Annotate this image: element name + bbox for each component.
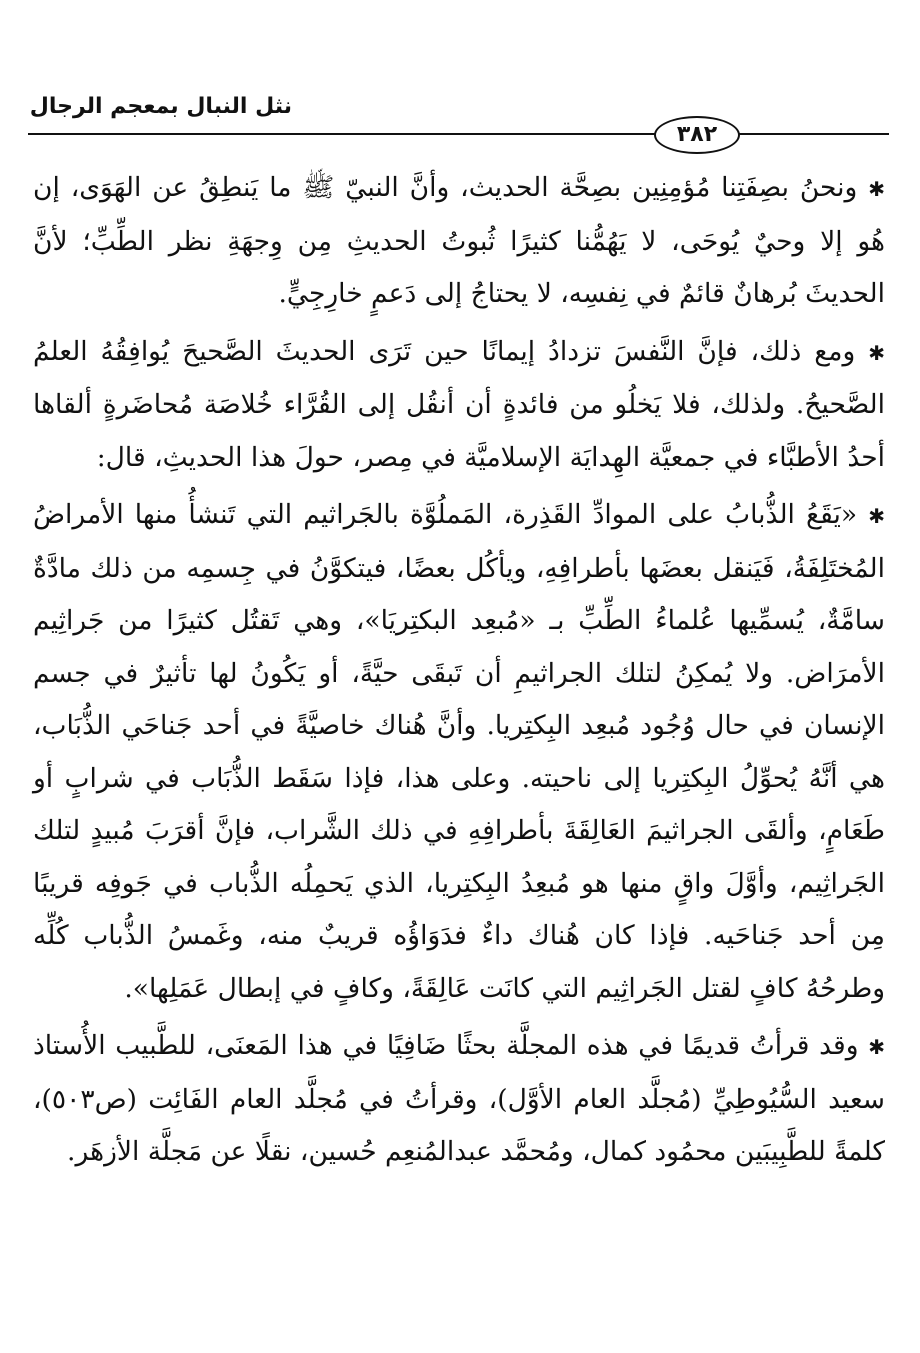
paragraph-1 <box>33 162 885 321</box>
body-text <box>33 162 885 1179</box>
asterisk-bullet-icon: ✱ <box>868 1035 885 1059</box>
asterisk-bullet-icon: ✱ <box>868 504 885 528</box>
paragraph-text: ونحنُ بصِفَتِنا مُؤمِنِين بصِحَّة الحديث، وأنَّ النبيّ ﷺ ما يَنطِقُ عن الهَوَى، إن هُو إلا وحيٌ يُوحَى، لا يَهُمُّنا كثيرًا ثُبوتُ الحديثِ مِن وِجهَةِ نظر الطِّبِّ؛ لأنَّ الحديثَ بُرهانٌ قائمٌ في نِفسِه، لا يحتاجُ إلى دَعمٍ خارِجِيٍّ. <box>33 172 885 309</box>
paragraph-text: «يَقَعُ الذُّبابُ على الموادِّ القَذِرة، المَملُوَّة بالجَراثيم التي تَنشأُ منها الأمراضُ المُختَلِفَةُ، فَيَنقل بعضَها بأطرافِهِ، ويأكُل بعضًا، فيتكوَّنُ في جِسمِه من ذلك مادَّةٌ سامَّةٌ، يُسمِّيها عُلماءُ الطِّبِّ بـ «مُبعِد البكتِريَا»، وهي تَقتُل كثيرًا من جَراثِيم الأمرَاض. ولا يُمكِنُ لتلك الجراثيمِ أن تَبقَى حيَّةً، أو يَكُونُ لها تأثيرٌ في جسم الإنسان في حال وُجُود مُبعِد البِكتِريا. وأنَّ هُناك خاصيَّةً في أحد جَناحَي الذُّبَاب، هي أنَّهُ يُحوِّلُ البِكتِريا إلى ناحيته. وعلى هذا، فإذا سَقَط الذُّبَاب في شرابٍ أو طَعَامٍ، وألقَى الجراثيمَ العَالِقَةَ بأطرافِهِ في ذلك الشَّراب، فإنَّ أقرَبَ مُبيدٍ لتلك الجَراثِيم، وأوَّلَ واقٍ منها هو مُبعِدُ البِكتِريا، الذي يَحمِلُه الذُّباب في جَوفِه قريبًا مِن أحد جَناحَيه. فإذا كان هُناك داءٌ فدَوَاؤُه قريبٌ منه، وغَمسُ الذُّباب كُلِّه وطرحُهُ كافٍ لقتل الجَراثِيم التي كانَت عَالِقَةً، وكافٍ في إبطال عَمَلِها». <box>33 499 885 1004</box>
page-number: ٣٨٢ <box>654 116 740 154</box>
asterisk-bullet-icon: ✱ <box>868 177 885 201</box>
paragraph-3-quote <box>33 489 885 1015</box>
paragraph-text: وقد قرأتُ قديمًا في هذه المجلَّة بحثًا ضَافِيًا في هذا المَعنَى، للطَّبيب الأُستاذ سعيد السُّيُوطِيِّ (مُجلَّد العام الأوَّل)، وقرأتُ في مُجلَّد العام الفَائِت (ص٥٠٣)، كلمةً للطَّبِيبَين محمُود كمال، ومُحمَّد عبدالمُنعِم حُسين، نقلًا عن مَجلَّة الأزهَر. <box>33 1030 885 1167</box>
running-title: نثل النبال بمعجم الرجال <box>29 94 292 119</box>
header-rule <box>28 133 889 135</box>
paragraph-2 <box>33 326 885 485</box>
asterisk-bullet-icon: ✱ <box>868 340 885 365</box>
paragraph-4 <box>33 1020 885 1179</box>
paragraph-text: ومع ذلك، فإنَّ النَّفسَ تزدادُ إيمانًا حين تَرَى الحديثَ الصَّحيحَ يُوافِقُهُ العلمُ الصَّحيحُ. ولذلك، فلا يَخلُو من فائدةٍ أن أنقُل إلى القُرَّاء خُلاصَة مُحاضَرةٍ ألقاها أحدُ الأطبَّاء في جمعيَّة الهِدايَة الإسلاميَّة في مِصر، حولَ هذا الحديثِ، قال: <box>33 335 885 473</box>
